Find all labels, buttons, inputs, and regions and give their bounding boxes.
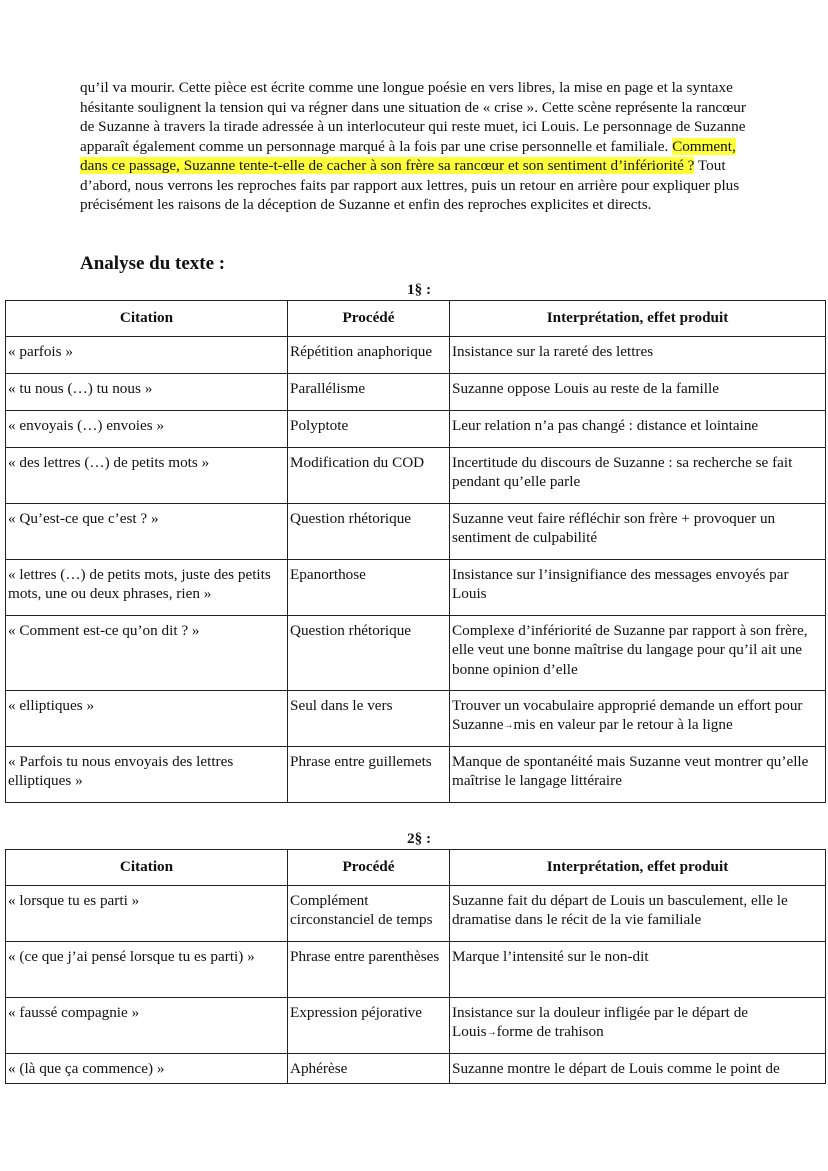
cell-interpretation (450, 690, 826, 746)
cell-interpretation: Suzanne veut faire réfléchir son frère + provoquer un sentiment de culpabilité (450, 503, 826, 559)
problematic-highlight: Comment, dans ce passage, Suzanne tente-t-elle de cacher à son frère sa rancœur et son sentiment d’infériorité ? (80, 137, 736, 174)
cell-procede: Répétition anaphorique (288, 336, 450, 373)
cell-citation: « (là que ça commence) » (6, 1053, 288, 1083)
cell-citation: « (ce que j’ai pensé lorsque tu es parti) » (6, 941, 288, 997)
cell-interpretation: Incertitude du discours de Suzanne : sa recherche se fait pendant qu’elle parle (450, 447, 826, 503)
cell-procede: Aphérèse (288, 1053, 450, 1083)
cell-interpretation: Leur relation n’a pas changé : distance et lointaine (450, 410, 826, 447)
cell-procede: Parallélisme (288, 373, 450, 410)
table-1-caption: 1§ : (406, 281, 432, 298)
cell-interpretation: Marque l’intensité sur le non-dit (450, 941, 826, 997)
cell-citation: « Parfois tu nous envoyais des lettres elliptiques » (6, 746, 288, 802)
interp-part-b: forme de trahison (496, 1023, 604, 1040)
analysis-table-1 (5, 300, 826, 803)
cell-interpretation: Suzanne fait du départ de Louis un basculement, elle le dramatise dans le récit de la vie familiale (450, 885, 826, 941)
cell-citation: « elliptiques » (6, 690, 288, 746)
table-row (6, 559, 826, 615)
table-header-row (6, 850, 826, 886)
table-2-caption: 2§ : (406, 830, 432, 847)
cell-procede: Seul dans le vers (288, 690, 450, 746)
cell-interpretation: Insistance sur l’insignifiance des messages envoyés par Louis (450, 559, 826, 615)
cell-procede: Polyptote (288, 410, 450, 447)
cell-procede: Complément circonstanciel de temps (288, 885, 450, 941)
cell-procede: Phrase entre parenthèses (288, 941, 450, 997)
intro-text-before: qu’il va mourir. Cette pièce est écrite comme une longue poésie en vers libres, la mise en page et la syntaxe hésitante soulignent la tension qui va régner dans une situation de « crise ». Cette scène représente la rancœur de Suzanne à travers la tirade adressée à un interlocuteur qui reste muet, ici Louis. Le personnage de Suzanne apparaît également comme un personnage marqué à la fois par une crise personnelle et familiale. (80, 79, 746, 155)
cell-procede: Phrase entre guillemets (288, 746, 450, 802)
cell-citation: « des lettres (…) de petits mots » (6, 447, 288, 503)
header-procede: Procédé (288, 850, 450, 886)
cell-citation: « Qu’est-ce que c’est ? » (6, 503, 288, 559)
cell-interpretation: Suzanne montre le départ de Louis comme le point de (450, 1053, 826, 1083)
analysis-table-2-block (5, 829, 825, 1084)
table-row (6, 690, 826, 746)
header-procede: Procédé (288, 301, 450, 337)
table-row (6, 410, 826, 447)
table-row (6, 1053, 826, 1083)
table-row (6, 997, 826, 1053)
cell-interpretation: Suzanne oppose Louis au reste de la famille (450, 373, 826, 410)
cell-interpretation: Insistance sur la rareté des lettres (450, 336, 826, 373)
cell-citation: « lorsque tu es parti » (6, 885, 288, 941)
table-row (6, 336, 826, 373)
interp-part-a: Insistance sur la douleur infligée par le départ de Louis (452, 1003, 749, 1040)
table-row (6, 447, 826, 503)
table-row (6, 746, 826, 802)
cell-procede: Question rhétorique (288, 615, 450, 690)
right-arrow-icon: → (486, 1027, 497, 1038)
cell-procede: Epanorthose (288, 559, 450, 615)
cell-interpretation (450, 997, 826, 1053)
header-citation: Citation (6, 301, 288, 337)
table-row (6, 885, 826, 941)
section-title: Analyse du texte : (80, 253, 226, 274)
analysis-table-2 (5, 849, 826, 1084)
cell-citation: « envoyais (…) envoies » (6, 410, 288, 447)
cell-interpretation: Complexe d’infériorité de Suzanne par rapport à son frère, elle veut une bonne maîtrise du langage pour qu’il ait une bonne opinion d’elle (450, 615, 826, 690)
table-row (6, 503, 826, 559)
table-header-row (6, 301, 826, 337)
table-row (6, 373, 826, 410)
analysis-table-1-block (5, 280, 825, 803)
header-citation: Citation (6, 850, 288, 886)
table-row (6, 615, 826, 690)
cell-citation: « lettres (…) de petits mots, juste des petits mots, une ou deux phrases, rien » (6, 559, 288, 615)
interp-part-b: mis en valeur par le retour à la ligne (513, 716, 733, 733)
cell-procede: Question rhétorique (288, 503, 450, 559)
cell-citation: « faussé compagnie » (6, 997, 288, 1053)
intro-text-after: Tout d’abord, nous verrons les reproches faits par rapport aux lettres, puis un retour en arrière pour expliquer plus précisément les raisons de la déception de Suzanne et enfin des reproches explicites et directs. (80, 157, 740, 213)
cell-citation: « tu nous (…) tu nous » (6, 373, 288, 410)
cell-procede: Modification du COD (288, 447, 450, 503)
table-row (6, 941, 826, 997)
cell-procede: Expression péjorative (288, 997, 450, 1053)
cell-citation: « Comment est-ce qu’on dit ? » (6, 615, 288, 690)
header-interpretation: Interprétation, effet produit (450, 301, 826, 337)
interp-part-a: Trouver un vocabulaire approprié demande un effort pour Suzanne (452, 696, 803, 733)
right-arrow-icon: → (503, 720, 514, 731)
header-interpretation: Interprétation, effet produit (450, 850, 826, 886)
intro-paragraph (80, 78, 752, 215)
cell-citation: « parfois » (6, 336, 288, 373)
cell-interpretation: Manque de spontanéité mais Suzanne veut montrer qu’elle maîtrise le langage littéraire (450, 746, 826, 802)
